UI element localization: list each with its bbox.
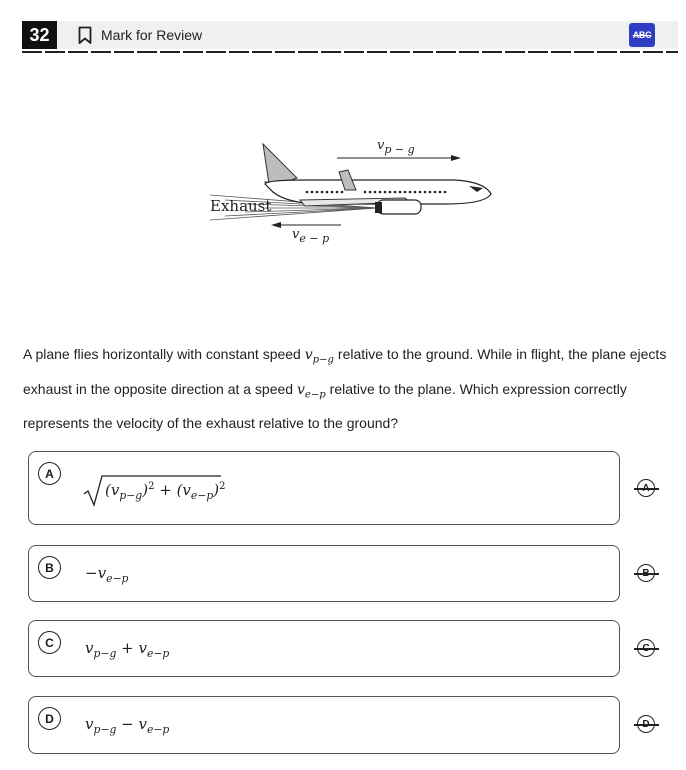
airplane-diagram	[205, 128, 505, 248]
answer-eliminator-toggle[interactable]	[629, 23, 655, 47]
question-v-ep-sub: e−p	[304, 389, 326, 401]
v-ep-subscript: e − p	[299, 232, 330, 245]
strike-line-icon	[634, 724, 659, 726]
question-text	[23, 340, 668, 437]
question-v-pg-sub: p−g	[312, 354, 335, 366]
abc-strike-icon: ABC	[632, 30, 652, 40]
choice-c[interactable]	[28, 620, 620, 677]
question-header	[22, 21, 678, 49]
mark-for-review-label: Mark for Review	[101, 27, 203, 43]
strike-line-icon	[634, 648, 659, 650]
svg-text:vp − g	[377, 138, 415, 156]
choice-letter: B	[38, 556, 61, 579]
choice-letter: A	[38, 462, 61, 485]
bookmark-icon	[78, 26, 92, 45]
choice-letter: C	[38, 631, 61, 654]
exhaust-label: Exhaust	[210, 197, 272, 215]
choice-d[interactable]	[28, 696, 620, 754]
v-pg-subscript: p − g	[384, 143, 415, 156]
svg-text:ve − p	[292, 227, 329, 245]
question-v-ep: v	[296, 381, 305, 398]
strike-line-icon	[634, 573, 659, 575]
mark-for-review-button[interactable]	[78, 21, 202, 49]
tail-fin	[263, 144, 297, 184]
choice-d-math: $v_{p-g} - v_{e-p}$	[85, 715, 170, 736]
v-ep-label: v	[292, 227, 300, 242]
engine	[377, 200, 421, 214]
strike-line-icon	[634, 488, 659, 490]
v-pg-label: v	[377, 138, 385, 153]
question-v-pg: v	[304, 347, 313, 363]
header-divider	[22, 51, 678, 53]
choice-b-math: $-v_{e-p}$	[85, 564, 129, 585]
question-part-2: relative to the ground. While in flight, the plane ejects exhaust in the opposite direction at a speed	[23, 346, 667, 397]
choice-letter: D	[38, 707, 61, 730]
strike-choice-b[interactable]	[637, 564, 657, 584]
question-part-1: A plane flies horizontally with constant speed	[23, 346, 305, 362]
choice-b[interactable]	[28, 545, 620, 602]
choice-a[interactable]	[28, 451, 620, 525]
strike-choice-c[interactable]	[637, 639, 657, 659]
strike-choice-d[interactable]	[637, 715, 657, 735]
question-part-3: relative to the plane. Which expression correctly represents the velocity of the exhaust relative to the ground?	[23, 380, 627, 432]
choice-c-math: $v_{p-g} + v_{e-p}$	[85, 639, 170, 660]
strike-choice-a[interactable]	[637, 479, 657, 499]
choice-a-math: $(v_{p-g})^2 + (v_{e-p})^2$	[105, 481, 226, 502]
question-number: 32	[22, 21, 57, 49]
